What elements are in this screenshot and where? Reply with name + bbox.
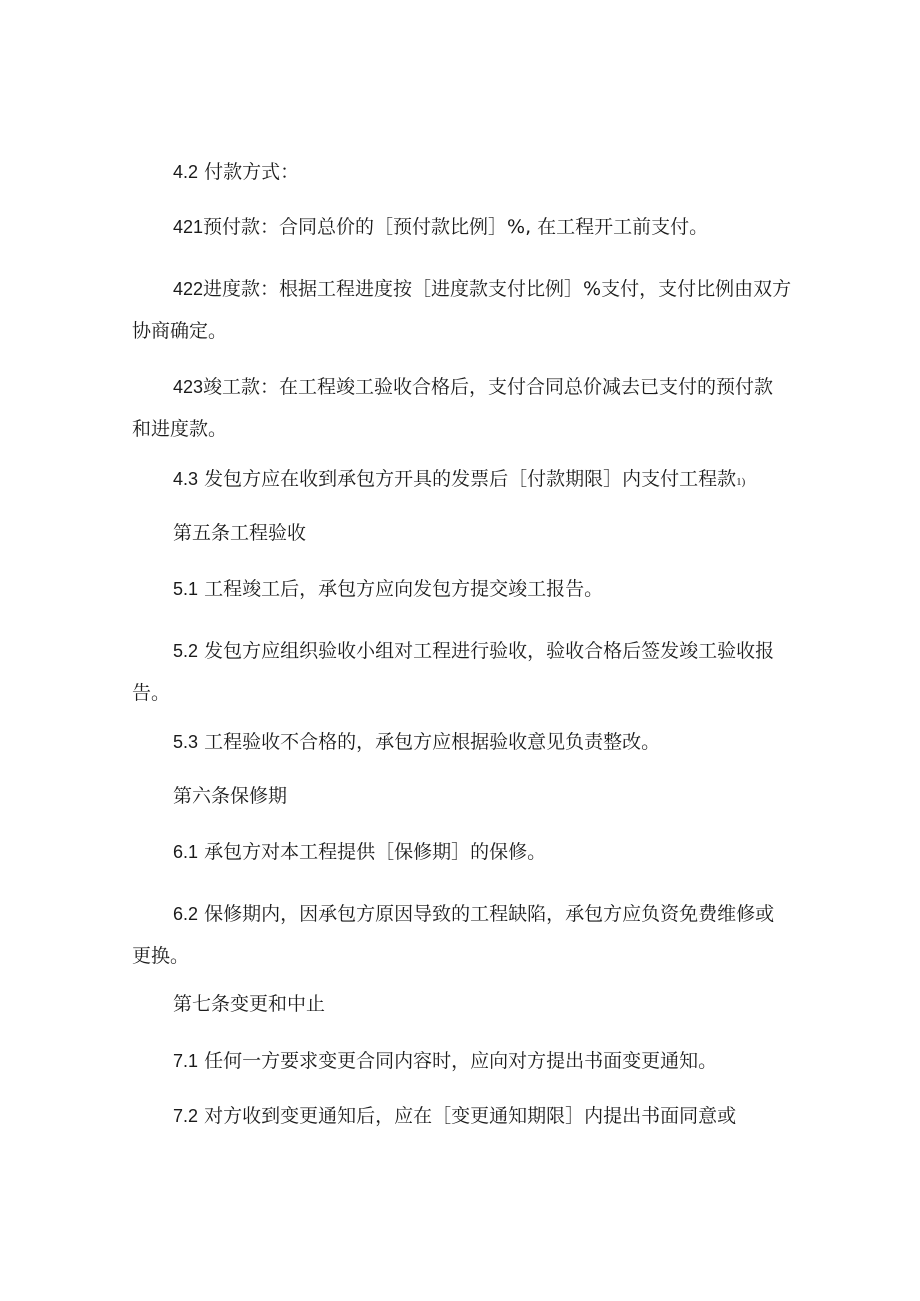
clause-text: 对方收到变更通知后，应在［变更通知期限］内提出书面同意或: [198, 1105, 737, 1127]
clause-6-2: [132, 893, 792, 977]
clause-number: 6.2: [173, 904, 199, 924]
section-5-heading: [132, 519, 792, 548]
clause-number: 422: [173, 279, 204, 299]
clause-text: 竣工款：在工程竣工验收合格后，支付合同总价减去已支付的预付款和进度款。: [132, 376, 774, 440]
clause-text: 保修期内，因承包方原因导致的工程缺陷，承包方应负资免费维修或更换。: [132, 903, 775, 967]
clause-6-1: [132, 838, 792, 867]
clause-text: 任何一方要求变更合同内容时，应向对方提出书面变更通知。: [198, 1050, 718, 1072]
clause-5-3: [132, 728, 792, 757]
clause-text: 付款方式：: [198, 161, 300, 183]
clause-4-2: [132, 158, 792, 187]
clause-text: 工程验收不合格的，承包方应根据验收意见负责整改。: [198, 731, 661, 753]
clause-7-2: [132, 1102, 792, 1131]
section-heading-text: 第七条变更和中止: [173, 993, 326, 1015]
clause-text: 承包方对本工程提供［保修期］的保修。: [198, 841, 547, 863]
footnote-marker: 1): [736, 476, 746, 488]
clause-text: 发包方应在收到承包方开具的发票后［付款期限］内支付工程款: [198, 468, 737, 490]
clause-4-2-3: [132, 366, 792, 450]
clause-number: 7.1: [173, 1051, 199, 1071]
section-heading-text: 第五条工程验收: [173, 522, 307, 544]
clause-text: 进度款：根据工程进度按［进度款支付比例］%支付，支付比例由双方协商确定。: [132, 278, 792, 342]
clause-4-2-2: [132, 268, 792, 352]
clause-number: 421: [173, 217, 204, 237]
clause-7-1: [132, 1047, 792, 1076]
section-7-heading: [132, 990, 792, 1019]
clause-text: 工程竣工后，承包方应向发包方提交竣工报告。: [198, 578, 604, 600]
clause-number: 5.2: [173, 641, 199, 661]
clause-number: 5.1: [173, 579, 199, 599]
clause-number: 4.2: [173, 162, 199, 182]
clause-5-1: [132, 575, 792, 604]
clause-number: 4.3: [173, 469, 199, 489]
clause-number: 5.3: [173, 732, 199, 752]
section-6-heading: [132, 782, 792, 811]
clause-number: 6.1: [173, 842, 199, 862]
clause-text: 预付款：合同总价的［预付款比例］%, 在工程开工前支付。: [203, 216, 709, 238]
clause-4-3: [132, 465, 792, 497]
clause-number: 423: [173, 377, 204, 397]
section-heading-text: 第六条保修期: [173, 785, 288, 807]
clause-4-2-1: [132, 213, 792, 242]
clause-text: 发包方应组织验收小组对工程进行验收，验收合格后签发竣工验收报告。: [132, 640, 775, 704]
clause-number: 7.2: [173, 1106, 199, 1126]
clause-5-2: [132, 630, 792, 714]
